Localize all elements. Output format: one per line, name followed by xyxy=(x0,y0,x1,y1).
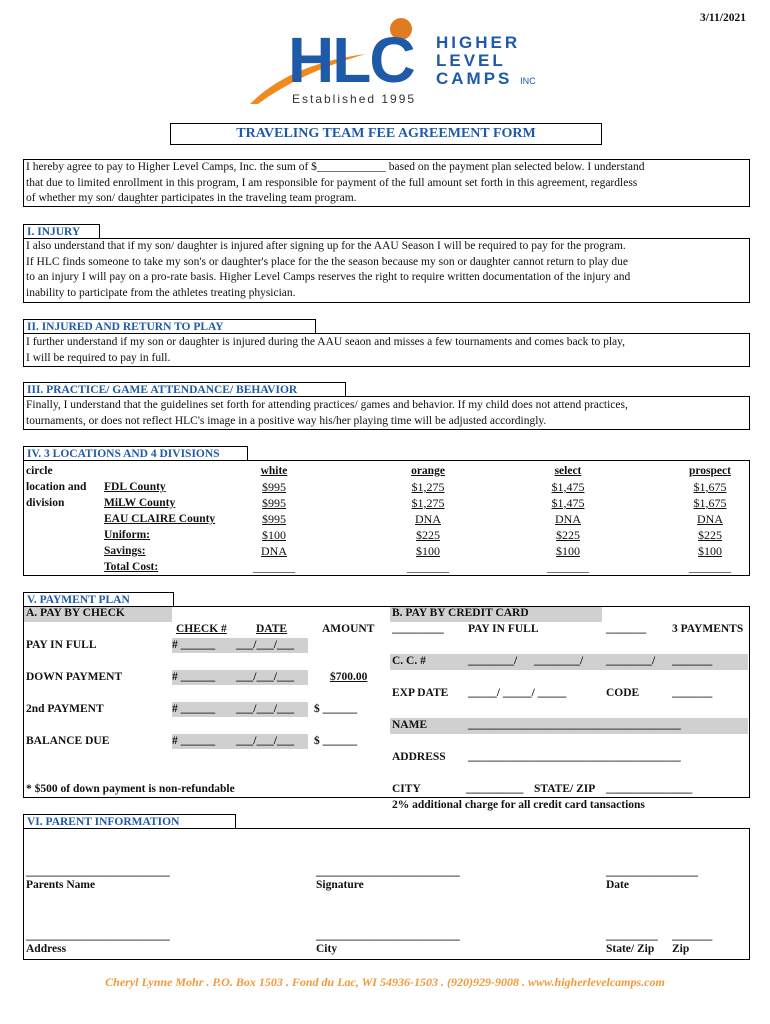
check-field[interactable]: # ______ xyxy=(172,703,216,715)
cc-field-4[interactable]: _______ xyxy=(672,655,713,667)
practice-heading: III. PRACTICE/ GAME ATTENDANCE/ BEHAVIOR xyxy=(23,382,346,397)
code-label: CODE xyxy=(606,687,640,699)
balance-due-label: BALANCE DUE xyxy=(26,735,110,747)
name-label: NAME xyxy=(392,719,428,731)
form-title: TRAVELING TEAM FEE AGREEMENT FORM xyxy=(170,123,602,145)
pay-by-check-heading: A. PAY BY CHECK xyxy=(26,607,125,619)
state-zip-field[interactable]: _______________ xyxy=(606,783,693,795)
practice-text: Finally, I understand that the guidelines set forth for attending practices/ games and behavior. If my child does not attend practices, tournaments, or does not reflect HLC's image in a positive way his/her playing time will be adjusted accordingly. xyxy=(26,399,628,427)
check-field[interactable]: # ______ xyxy=(172,671,216,683)
city-label: CITY xyxy=(392,783,421,795)
payment-heading: V. PAYMENT PLAN xyxy=(23,592,174,607)
injured-return-text: I further understand if my son or daughter is injured during the AAU seaon and misses a few tournaments and comes back to play, I will be required to pay in full. xyxy=(26,336,626,364)
date-field[interactable]: ________________ xyxy=(606,866,698,878)
locations-left-label: circle location and division xyxy=(26,465,87,509)
second-payment-label: 2nd PAYMENT xyxy=(26,703,104,715)
amount-field[interactable]: $ ______ xyxy=(314,735,358,747)
division-column-select: select $1,475 $1,475 DNA $225 $100 _______ xyxy=(547,465,589,574)
check-field[interactable]: # ______ xyxy=(172,735,216,747)
footer-contact: Cheryl Lynne Mohr . P.O. Box 1503 . Fond du Lac, WI 54936-1503 . (920)929-9008 . www.higherlevelcamps.com xyxy=(105,975,665,989)
state-zip-label: State/ Zip xyxy=(606,943,655,955)
cc-field-3[interactable]: ________/ xyxy=(606,655,656,667)
parents-name-label: Parents Name xyxy=(26,879,96,891)
signature-label: Signature xyxy=(316,879,364,891)
city-field[interactable]: __________ xyxy=(466,783,524,795)
credit-surcharge-note: 2% additional charge for all credit card tansactions xyxy=(392,799,645,811)
cc-field-1[interactable]: ________/ xyxy=(468,655,518,667)
address-field[interactable]: _____________________________________ xyxy=(468,751,681,763)
pay-in-full-label: PAY IN FULL xyxy=(26,639,97,651)
logo-wordmark: HIGHER LEVEL CAMPS INC xyxy=(436,33,536,88)
locations-heading: IV. 3 LOCATIONS AND 4 DIVISIONS xyxy=(23,446,248,461)
hlc-logo xyxy=(248,18,578,110)
check-field[interactable]: # ______ xyxy=(172,639,216,651)
state-zip-label: STATE/ ZIP xyxy=(534,783,596,795)
address-label: ADDRESS xyxy=(392,751,446,763)
zip-field[interactable]: _______ xyxy=(672,930,713,942)
pay-by-card-heading: B. PAY BY CREDIT CARD xyxy=(392,607,529,619)
exp-date-field[interactable]: _____/ _____/ _____ xyxy=(468,687,567,699)
parent-heading: VI. PARENT INFORMATION xyxy=(23,814,236,829)
document-date: 3/11/2021 xyxy=(699,12,746,24)
city-label: City xyxy=(316,943,338,955)
date-field[interactable]: ___/___/___ xyxy=(236,639,295,651)
division-column-white: white $995 $995 $995 $100 DNA _______ xyxy=(253,465,295,574)
name-field[interactable]: _____________________________________ xyxy=(468,719,681,731)
division-column-prospect: prospect $1,675 $1,675 DNA $225 $100 _______ xyxy=(689,465,731,574)
date-field[interactable]: ___/___/___ xyxy=(236,671,295,683)
card-full-blank[interactable]: _________ xyxy=(392,623,444,635)
cc-number-label: C. C. # xyxy=(392,655,426,667)
card-3-payments-label: 3 PAYMENTS xyxy=(672,623,744,635)
date-field[interactable]: ___/___/___ xyxy=(236,703,295,715)
parents-name-field[interactable]: _________________________ xyxy=(26,866,170,878)
address-label: Address xyxy=(26,943,67,955)
card-3-blank[interactable]: _______ xyxy=(606,623,647,635)
card-pay-in-full-label: PAY IN FULL xyxy=(468,623,539,635)
injury-text: I also understand that if my son/ daughter is injured after signing up for the AAU Season I will be required to pay for the program. If HLC finds someone to take my son's or daughter's place for the the season because my son or daughter cannot return to play due to an injury I will pay on a pro-rate basis. Higher Level Camps reserves the right to require written documentation of the injury and inability to participate from the athletes treating physician. xyxy=(26,240,631,299)
division-column-orange: orange $1,275 $1,275 DNA $225 $100 _______ xyxy=(407,465,449,574)
check-number-col: CHECK # xyxy=(176,623,227,635)
nonrefundable-note: * $500 of down payment is non-refundable xyxy=(26,783,235,795)
amount-col: AMOUNT xyxy=(322,623,375,635)
established-text: Established 1995 xyxy=(292,92,417,106)
address-field[interactable]: _________________________ xyxy=(26,930,170,942)
code-field[interactable]: _______ xyxy=(672,687,713,699)
injured-return-heading: II. INJURED AND RETURN TO PLAY xyxy=(23,319,316,334)
intro-text: I hereby agree to pay to Higher Level Camps, Inc. the sum of $____________ based on the payment plan selected below. I understand that due to limited enrollment in this program, I am responsible for payment of the full amount set forth in this agreement, regardless of whether my son/ daughter participates in the traveling team program. xyxy=(26,161,645,205)
amount-field: $700.00 xyxy=(330,671,368,683)
amount-field[interactable]: $ ______ xyxy=(314,703,358,715)
signature-field[interactable]: _________________________ xyxy=(316,866,460,878)
logo-mark: HLC xyxy=(288,24,414,96)
state-field[interactable]: _________ xyxy=(606,930,658,942)
zip-label: Zip xyxy=(672,943,690,955)
exp-date-label: EXP DATE xyxy=(392,687,449,699)
date-label: Date xyxy=(606,879,629,891)
date-col: DATE xyxy=(256,623,288,635)
injury-heading: I. INJURY xyxy=(23,224,100,239)
city-field[interactable]: _________________________ xyxy=(316,930,460,942)
locations-row-labels: FDL County MiLW County EAU CLAIRE County Uniform: Savings: Total Cost: xyxy=(104,481,216,573)
date-field[interactable]: ___/___/___ xyxy=(236,735,295,747)
cc-field-2[interactable]: ________/ xyxy=(534,655,584,667)
down-payment-label: DOWN PAYMENT xyxy=(26,671,123,683)
